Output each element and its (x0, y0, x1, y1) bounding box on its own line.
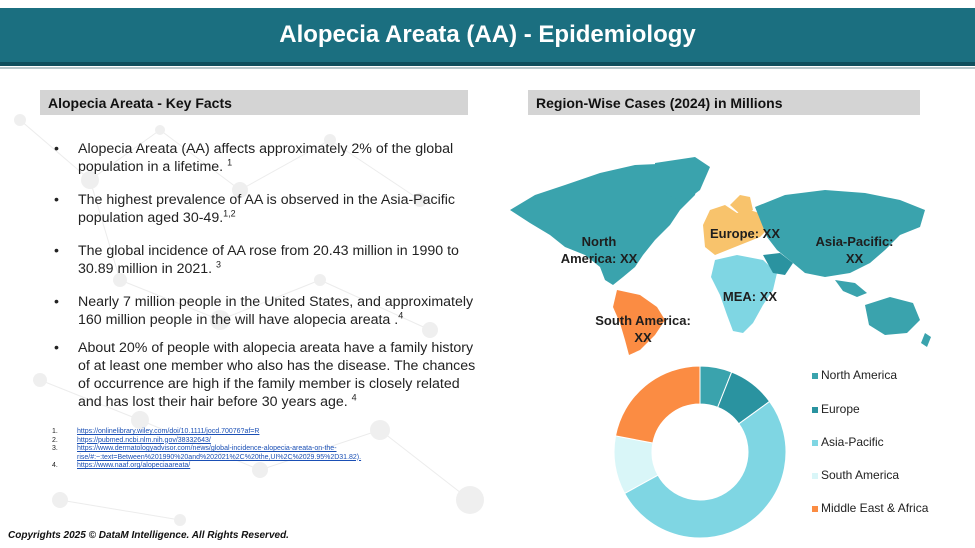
page-title: Alopecia Areata (AA) - Epidemiology (279, 21, 696, 48)
copyright-notice: Copyrights 2025 © DataM Intelligence. All Rights Reserved. (8, 530, 289, 541)
southeast-asia-region (835, 280, 867, 297)
fact-text: The global incidence of AA rose from 20.43 million in 1990 to 30.89 million in 2021. (78, 243, 459, 277)
reference-link[interactable]: https://onlinelibrary.wiley.com/doi/10.1111/jocd.70076?af=R (77, 428, 260, 435)
legend-item-north-america (812, 368, 932, 383)
fact-text: The highest prevalence of AA is observed in the Asia-Pacific population aged 30-49. (78, 192, 455, 226)
fact-item (52, 293, 477, 329)
legend-label: Europe (821, 402, 860, 416)
mea-map-label: MEA: XX (722, 289, 778, 304)
legend-item-middle-east-africa (812, 501, 932, 516)
bullet-icon: • (54, 243, 59, 259)
fact-text: Alopecia Areata (AA) affects approximately 2% of the global population in a lifetime. (78, 141, 454, 175)
asia-pacific-map-label: Asia-Pacific: XX (815, 234, 894, 266)
legend-swatch (812, 506, 818, 512)
legend-label: South America (821, 468, 900, 482)
fact-citation: 4 (398, 310, 404, 321)
south-america-map-label: South America: XX (595, 313, 691, 345)
legend-label: Middle East & Africa (821, 501, 929, 515)
legend-swatch (812, 473, 818, 479)
legend-swatch (812, 440, 818, 446)
reference-number: 1. (52, 428, 58, 435)
fact-citation: 1,2 (223, 208, 236, 219)
reference-item[interactable] (52, 462, 382, 471)
fact-item (52, 242, 477, 278)
region-cases-heading: Region-Wise Cases (2024) in Millions (528, 90, 920, 115)
reference-item[interactable] (52, 445, 382, 462)
reference-number: 2. (52, 436, 58, 444)
region-donut-chart (605, 362, 795, 542)
legend-swatch (812, 373, 818, 379)
bullet-icon: • (54, 294, 59, 310)
bullet-icon: • (54, 340, 59, 356)
north-america-map-label: North America: XX (560, 234, 638, 266)
australia-region (865, 297, 920, 335)
fact-citation: 4 (351, 392, 357, 403)
new-zealand-region (921, 333, 931, 347)
world-map (505, 155, 940, 355)
reference-item[interactable] (52, 428, 382, 437)
reference-link[interactable]: https://www.dermatologyadvisor.com/news/global-incidence-alopecia-areata-on-the-rise/#:~:text=Between%201990%20and%202021%2C%20the,UI%2C%2029.95%2D31.82). (77, 445, 362, 461)
key-facts-heading: Alopecia Areata - Key Facts (40, 90, 468, 115)
fact-citation: 1 (227, 157, 233, 168)
fact-item (52, 339, 477, 411)
title-bar (0, 8, 975, 66)
legend-item-europe (812, 402, 932, 417)
legend-label: Asia-Pacific (821, 435, 884, 449)
bullet-icon: • (54, 141, 59, 157)
legend-swatch (812, 407, 818, 413)
fact-text: About 20% of people with alopecia areata have a family history of at least one member who also has the disease. The chances of occurrence are high if the family member is closely related and has lost their hair before 30 years age. (78, 340, 476, 410)
reference-item[interactable] (52, 437, 382, 446)
fact-item (52, 140, 477, 176)
fact-text: Nearly 7 million people in the United States, and approximately 160 million people in the will have alopecia areata . (78, 294, 474, 328)
bullet-icon: • (54, 192, 59, 208)
title-divider (0, 67, 975, 69)
reference-number: 3. (52, 445, 58, 452)
legend-item-south-america (812, 468, 932, 483)
fact-item (52, 191, 477, 227)
legend-item-asia-pacific (812, 435, 932, 450)
reference-link[interactable]: https://www.naaf.org/alopeciaareata/ (77, 462, 191, 469)
reference-link[interactable]: https://pubmed.ncbi.nlm.nih.gov/38332643/ (77, 436, 211, 444)
legend-label: North America (821, 368, 898, 382)
fact-citation: 3 (216, 259, 222, 270)
europe-map-label: Europe: XX (709, 226, 781, 241)
references-list (52, 428, 382, 471)
donut-slice-middle-east-africa (616, 366, 700, 443)
reference-number: 4. (52, 462, 58, 469)
